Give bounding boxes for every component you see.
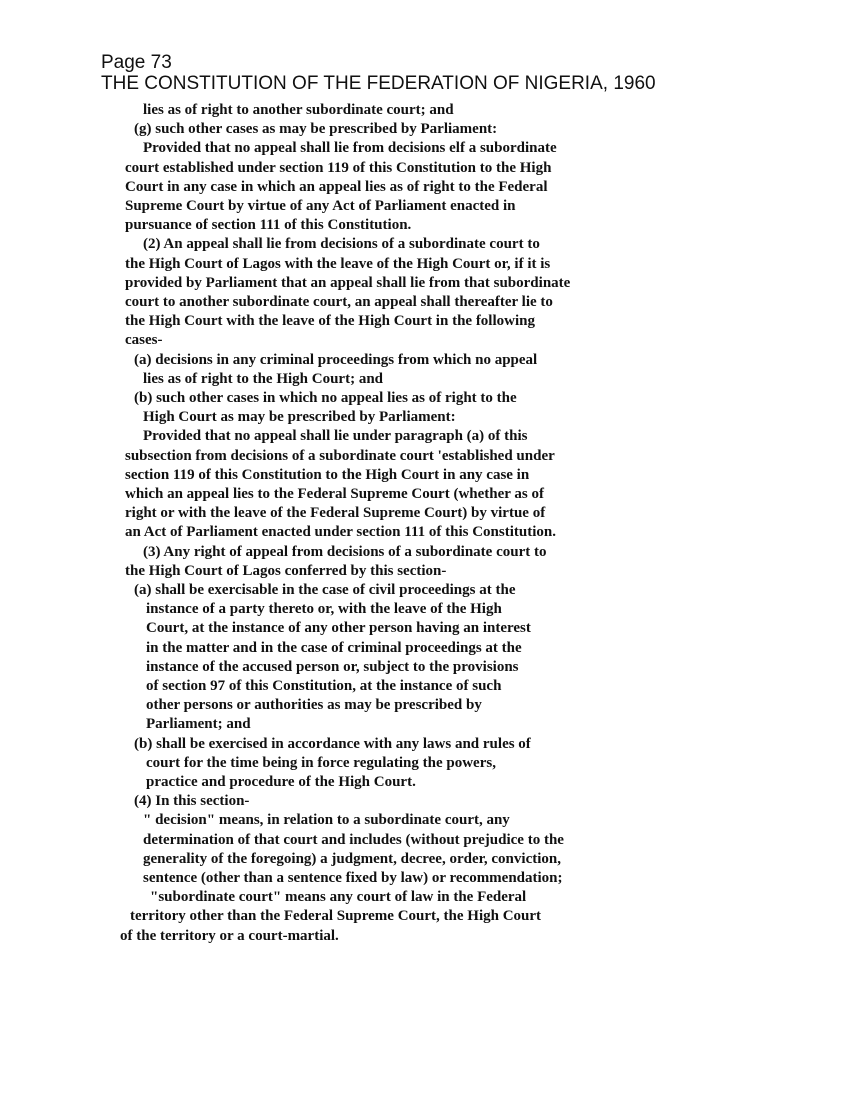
text-line: provided by Parliament that an appeal shall lie from that subordinate [125,274,571,291]
text-line: practice and procedure of the High Court. [146,774,416,790]
text-line: Parliament; and [146,716,251,733]
text-line: an Act of Parliament enacted under section 111 of this Constitution. [125,524,556,541]
text-line: the High Court of Lagos conferred by this section- [125,562,447,579]
text-line: the High Court with the leave of the High Court in the following [125,313,535,330]
text-line: High Court as may be prescribed by Parliament: [143,409,456,426]
text-line: court to another subordinate court, an appeal shall thereafter lie to [125,294,553,310]
document-title: THE CONSTITUTION OF THE FEDERATION OF NIGERIA, 1960 [101,73,656,94]
text-line: court established under section 119 of this Constitution to the High [125,159,552,176]
text-line: (4) In this section- [134,793,250,810]
text-line: court for the time being in force regulating the powers, [146,754,496,771]
text-line: Provided that no appeal shall lie from decisions elf a subordinate [143,140,557,157]
text-line: lies as of right to another subordinate court; and [143,102,454,118]
text-line: (a) shall be exercisable in the case of civil proceedings at the [134,582,516,598]
text-line: Court, at the instance of any other person having an interest [146,620,531,637]
text-line: (g) such other cases as may be prescribed by Parliament: [134,121,498,138]
text-line: cases- [125,332,163,349]
text-line: generality of the foregoing) a judgment, decree, order, conviction, [143,850,561,867]
text-line: territory other than the Federal Supreme Court, the High Court [130,908,542,925]
text-line: Provided that no appeal shall lie under paragraph (a) of this [143,428,528,445]
text-line: (a) decisions in any criminal proceedings from which no appeal [134,351,538,368]
text-line: right or with the leave of the Federal Supreme Court) by virtue of [125,505,546,522]
text-line: pursuance of section 111 of this Constitution. [125,217,412,234]
text-line: other persons or authorities as may be prescribed by [146,697,482,714]
text-line: determination of that court and includes (without prejudice to the [143,831,564,848]
text-line: (3) Any right of appeal from decisions of a subordinate court to [143,543,547,560]
page-header [101,52,656,94]
text-line: which an appeal lies to the Federal Supreme Court (whether as of [125,486,545,502]
text-line: in the matter and in the case of criminal proceedings at the [146,639,522,656]
text-line: section 119 of this Constitution to the High Court in any case in [125,466,530,483]
text-line: Supreme Court by virtue of any Act of Parliament enacted in [125,198,516,214]
text-line: (b) shall be exercised in accordance with any laws and rules of [134,735,531,752]
text-line: sentence (other than a sentence fixed by law) or recommendation; [143,870,563,886]
text-line: (2) An appeal shall lie from decisions of a subordinate court to [143,236,540,253]
text-line: Court in any case in which an appeal lies as of right to the Federal [125,178,548,195]
text-line: (b) such other cases in which no appeal lies as of right to the [134,390,517,406]
text-line: instance of a party thereto or, with the leave of the High [146,601,502,618]
text-line: " decision" means, in relation to a subordinate court, any [143,812,510,829]
text-line: lies as of right to the High Court; and [143,370,383,387]
text-line: subsection from decisions of a subordinate court 'established under [125,447,555,464]
text-line: the High Court of Lagos with the leave of the High Court or, if it is [125,255,551,272]
text-line: of the territory or a court-martial. [120,927,339,944]
text-line: of section 97 of this Constitution, at the instance of such [146,678,502,694]
text-line: "subordinate court" means any court of law in the Federal [150,889,527,906]
text-line: instance of the accused person or, subject to the provisions [146,658,519,675]
page-number: Page 73 [101,52,172,73]
